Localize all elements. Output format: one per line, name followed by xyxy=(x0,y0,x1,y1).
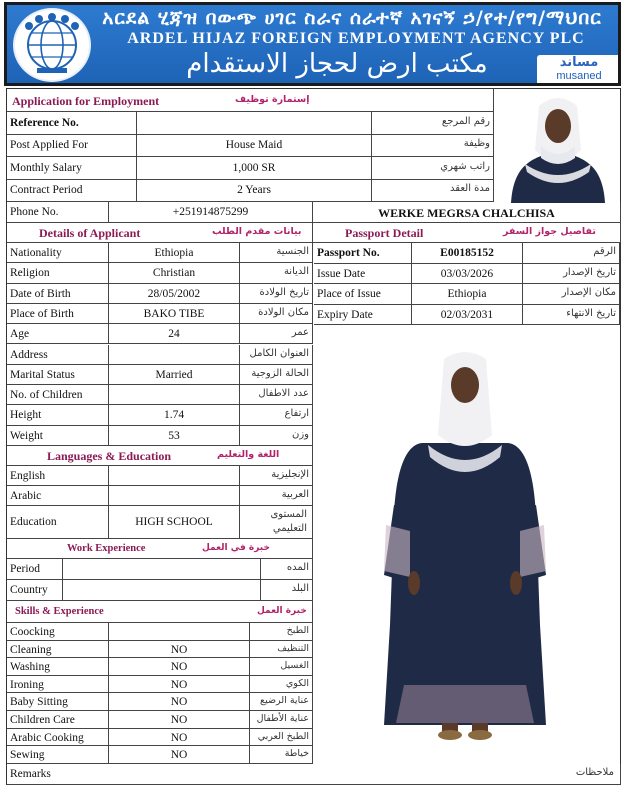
remarks-row xyxy=(7,764,621,785)
post-value: House Maid xyxy=(137,135,372,157)
skill-row-value: NO xyxy=(109,658,250,676)
skill-row-value: NO xyxy=(109,693,250,711)
skill-row-label: Coocking xyxy=(7,623,109,641)
remarks-label: Remarks xyxy=(10,768,51,780)
phone-value: +251914875299 xyxy=(109,202,313,223)
country-label: Country xyxy=(7,580,63,601)
agency-header-banner xyxy=(4,2,621,86)
contract-value: 2 Years xyxy=(137,180,372,202)
skill-row-value: NO xyxy=(109,711,250,729)
details-row-label: No. of Children xyxy=(7,385,109,405)
skill-row-value: NO xyxy=(109,729,250,747)
details-row-label-arabic: مكان الولادة xyxy=(240,304,313,324)
passport-section-header xyxy=(313,223,621,243)
agency-name-english: ARDEL HIJAZ FOREIGN EMPLOYMENT AGENCY PLC xyxy=(127,30,585,47)
passport-row-value: E00185152 xyxy=(412,243,523,264)
details-row-label: Height xyxy=(7,405,109,425)
salary-label: Monthly Salary xyxy=(7,157,137,180)
skill-row-label-arabic: الطبخ xyxy=(250,623,313,641)
details-title: Details of Applicant xyxy=(39,226,141,240)
passport-row-label: Passport No. xyxy=(314,243,412,264)
details-row-label: Nationality xyxy=(7,243,109,263)
contract-label: Contract Period xyxy=(7,180,137,202)
details-row-label-arabic: وزن xyxy=(240,426,313,446)
skills-section-header xyxy=(7,601,313,623)
details-row-label-arabic: الحالة الزوجية xyxy=(240,365,313,385)
details-row-label-arabic: العنوان الكامل xyxy=(240,345,313,365)
details-section-header xyxy=(7,223,313,243)
skill-row-label: Washing xyxy=(7,658,109,676)
period-value xyxy=(63,559,261,580)
agency-name-arabic: مكتب ارض لحجاز الاستقدام xyxy=(186,49,488,79)
country-label-arabic: البلد xyxy=(261,580,313,601)
skill-row-label: Children Care xyxy=(7,711,109,729)
details-row-value xyxy=(109,345,240,365)
period-label-arabic: المده xyxy=(261,559,313,580)
passport-row-label-arabic: الرقم xyxy=(523,243,620,264)
work-section-header xyxy=(7,539,313,559)
details-row-label: Age xyxy=(7,324,109,344)
arabic-label-arabic: العربية xyxy=(240,486,313,506)
passport-title-arabic: تفاصيل جواز السفر xyxy=(503,226,596,237)
education-label: Education xyxy=(7,506,109,539)
skill-row-label-arabic: خياطة xyxy=(250,746,313,764)
skill-row-label: Ironing xyxy=(7,676,109,694)
skill-row-label-arabic: الطبخ العربي xyxy=(250,729,313,747)
application-section-header xyxy=(7,89,494,112)
salary-value: 1,000 SR xyxy=(137,157,372,180)
skills-title: Skills & Experience xyxy=(15,606,104,617)
skill-row-label-arabic: عناية الرضيع xyxy=(250,693,313,711)
reference-label: Reference No. xyxy=(7,112,137,135)
english-value xyxy=(109,466,240,486)
passport-row-label-arabic: تاريخ الإصدار xyxy=(523,264,620,285)
post-label-arabic: وظيفة xyxy=(372,135,494,157)
passport-title: Passport Detail xyxy=(345,226,424,240)
details-row-label: Address xyxy=(7,345,109,365)
education-label-arabic-line1: المستوى xyxy=(270,509,307,520)
english-label: English xyxy=(7,466,109,486)
skill-row-label-arabic: عناية الأطفال xyxy=(250,711,313,729)
contract-label-arabic: مدة العقد xyxy=(372,180,494,202)
passport-row-value: Ethiopia xyxy=(412,284,523,305)
musaned-logo xyxy=(537,55,621,85)
passport-row-value: 03/03/2026 xyxy=(412,264,523,285)
passport-row-label: Place of Issue xyxy=(314,284,412,305)
details-row-label: Religion xyxy=(7,263,109,283)
skill-row-label: Baby Sitting xyxy=(7,693,109,711)
skill-row-label-arabic: الكوي xyxy=(250,676,313,694)
remarks-label-arabic: ملاحظات xyxy=(575,767,614,778)
skill-row-label: Sewing xyxy=(7,746,109,764)
english-label-arabic: الإنجليزية xyxy=(240,466,313,486)
reference-value xyxy=(137,112,372,135)
applicant-full-body-photo xyxy=(314,325,620,763)
details-row-label-arabic: الجنسية xyxy=(240,243,313,263)
application-title-arabic: إستمارة توظيف xyxy=(235,94,310,105)
details-row-value: 24 xyxy=(109,324,240,344)
details-row-value xyxy=(109,385,240,405)
details-row-label-arabic: عدد الاطفال xyxy=(240,385,313,405)
details-row-value: Ethiopia xyxy=(109,243,240,263)
details-row-label: Marital Status xyxy=(7,365,109,385)
skill-row-label-arabic: الغسيل xyxy=(250,658,313,676)
applicant-portrait-photo xyxy=(497,90,619,203)
passport-row-value: 02/03/2031 xyxy=(412,305,523,326)
details-row-label-arabic: ارتفاع xyxy=(240,405,313,425)
details-row-value: BAKO TIBE xyxy=(109,304,240,324)
skills-title-arabic: خبرة العمل xyxy=(257,606,307,616)
details-row-value: 1.74 xyxy=(109,405,240,425)
details-row-label: Place of Birth xyxy=(7,304,109,324)
passport-row-label: Issue Date xyxy=(314,264,412,285)
skill-row-value: NO xyxy=(109,641,250,659)
arabic-label: Arabic xyxy=(7,486,109,506)
work-title-arabic: خبرة في العمل xyxy=(202,543,270,553)
post-label: Post Applied For xyxy=(7,135,137,157)
skill-row-label: Cleaning xyxy=(7,641,109,659)
passport-row-label-arabic: مكان الإصدار xyxy=(523,284,620,305)
passport-row-label: Expiry Date xyxy=(314,305,412,326)
application-title: Application for Employment xyxy=(12,94,160,108)
agency-globe-logo xyxy=(13,8,91,82)
languages-section-header xyxy=(7,446,313,466)
arabic-value xyxy=(109,486,240,506)
reference-label-arabic: رقم المرجع xyxy=(372,112,494,135)
country-value xyxy=(63,580,261,601)
phone-label: Phone No. xyxy=(7,202,109,223)
details-row-value: Married xyxy=(109,365,240,385)
agency-name-amharic: አርደል ሂጃዝ በውጭ ሀገር ስራና ሰራተኛ አገናኝ ኃ/የተ/የግ/ማህበር xyxy=(102,7,602,29)
education-label-arabic xyxy=(240,506,313,539)
skill-row-label-arabic: التنظيف xyxy=(250,641,313,659)
education-label-arabic-line2: التعليمي xyxy=(272,523,307,534)
education-value: HIGH SCHOOL xyxy=(109,506,240,539)
musaned-logo-english: musaned xyxy=(556,70,602,82)
skill-row-label: Arabic Cooking xyxy=(7,729,109,747)
musaned-logo-arabic: مساند xyxy=(559,55,599,70)
skill-row-value: NO xyxy=(109,676,250,694)
details-row-label-arabic: عمر xyxy=(240,324,313,344)
skill-row-value xyxy=(109,623,250,641)
work-title: Work Experience xyxy=(67,543,146,554)
details-row-label: Date of Birth xyxy=(7,284,109,304)
passport-row-label-arabic: تاريخ الانتهاء xyxy=(523,305,620,326)
languages-title-arabic: اللغة والتعليم xyxy=(217,449,280,460)
applicant-name: WERKE MEGRSA CHALCHISA xyxy=(313,202,621,223)
skill-row-value: NO xyxy=(109,746,250,764)
details-row-label-arabic: تاريخ الولادة xyxy=(240,284,313,304)
details-title-arabic: بيانات مقدم الطلب xyxy=(212,226,302,237)
details-row-value: 53 xyxy=(109,426,240,446)
period-label: Period xyxy=(7,559,63,580)
details-row-label: Weight xyxy=(7,426,109,446)
languages-title: Languages & Education xyxy=(47,449,172,463)
details-row-value: 28/05/2002 xyxy=(109,284,240,304)
details-row-label-arabic: الديانة xyxy=(240,263,313,283)
salary-label-arabic: راتب شهري xyxy=(372,157,494,180)
details-row-value: Christian xyxy=(109,263,240,283)
